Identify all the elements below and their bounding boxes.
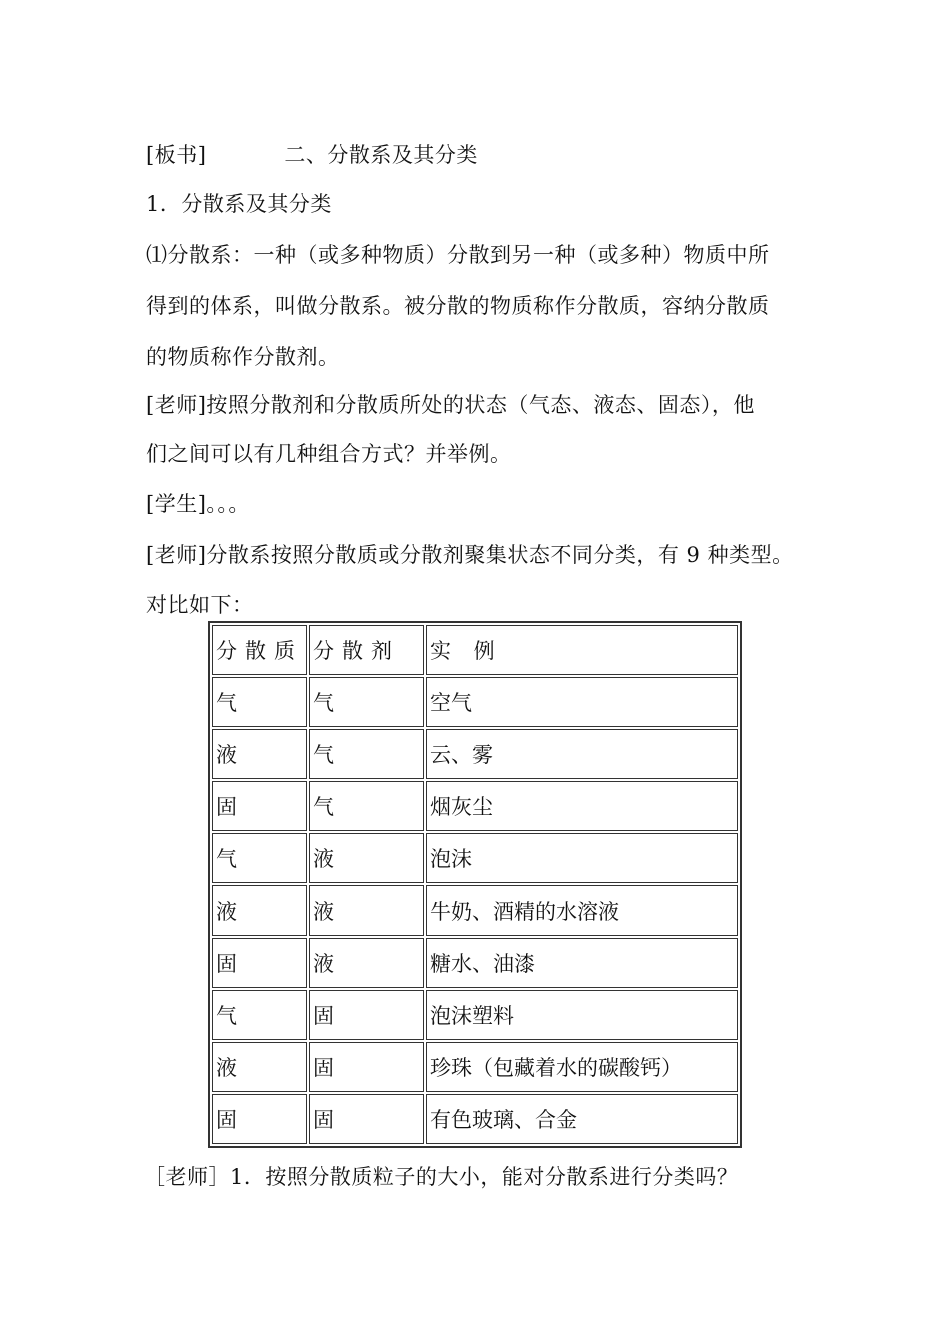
cell-dispersion-medium: 气: [309, 781, 424, 831]
cell-dispersed-phase: 气: [212, 833, 307, 883]
cell-example: 牛奶、酒精的水溶液: [426, 885, 738, 935]
table-row: [212, 1042, 738, 1092]
table-row: [212, 1094, 738, 1144]
cell-dispersed-phase: 气: [212, 990, 307, 1040]
cell-dispersed-phase: 液: [212, 729, 307, 779]
cell-dispersion-medium: 气: [309, 729, 424, 779]
teacher-question-1-line-1: [老师]按照分散剂和分散质所处的状态（气态、液态、固态），他: [146, 393, 755, 417]
cell-example: 糖水、油漆: [426, 938, 738, 988]
cell-example: 珍珠（包藏着水的碳酸钙）: [426, 1042, 738, 1092]
table-row: [212, 885, 738, 935]
cell-example: 云、雾: [426, 729, 738, 779]
table-row: [212, 833, 738, 883]
table-row: [212, 729, 738, 779]
cell-dispersion-medium: 固: [309, 1042, 424, 1092]
blackboard-tag: [板书]: [146, 143, 207, 167]
table-row: [212, 938, 738, 988]
table-row: [212, 677, 738, 727]
definition-line-1: ⑴分散系：一种（或多种物质）分散到另一种（或多种）物质中所: [146, 243, 770, 267]
blackboard-heading: [146, 141, 478, 169]
teacher-question-1-line-2: 们之间可以有几种组合方式？并举例。: [146, 442, 512, 466]
cell-dispersion-medium: 固: [309, 990, 424, 1040]
definition-line-3: 的物质称作分散剂。: [146, 345, 340, 369]
table-header-row: [212, 625, 738, 675]
cell-example: 烟灰尘: [426, 781, 738, 831]
table-row: [212, 781, 738, 831]
cell-dispersion-medium: 液: [309, 885, 424, 935]
section-title: 二、分散系及其分类: [284, 143, 478, 167]
table-row: [212, 990, 738, 1040]
header-dispersion-medium: 分散剂: [309, 625, 424, 675]
cell-dispersed-phase: 液: [212, 1042, 307, 1092]
header-dispersed-phase: 分散质: [212, 625, 307, 675]
cell-dispersion-medium: 液: [309, 833, 424, 883]
header-example: 实 例: [426, 625, 738, 675]
cell-dispersion-medium: 气: [309, 677, 424, 727]
cell-example: 泡沫: [426, 833, 738, 883]
cell-example: 泡沫塑料: [426, 990, 738, 1040]
cell-dispersion-medium: 液: [309, 938, 424, 988]
subsection-title: 1．分散系及其分类: [146, 192, 332, 216]
teacher-question-2-line-2: 对比如下：: [146, 593, 254, 617]
cell-dispersed-phase: 气: [212, 677, 307, 727]
teacher-question-2-line-1: [老师]分散系按照分散质或分散剂聚集状态不同分类，有 9 种类型。: [146, 543, 794, 567]
cell-dispersion-medium: 固: [309, 1094, 424, 1144]
teacher-question-3: ［老师］1．按照分散质粒子的大小，能对分散系进行分类吗？: [144, 1165, 739, 1189]
cell-dispersed-phase: 液: [212, 885, 307, 935]
cell-example: 空气: [426, 677, 738, 727]
cell-dispersed-phase: 固: [212, 781, 307, 831]
definition-line-2: 得到的体系，叫做分散系。被分散的物质称作分散质，容纳分散质: [146, 294, 770, 318]
cell-example: 有色玻璃、合金: [426, 1094, 738, 1144]
cell-dispersed-phase: 固: [212, 1094, 307, 1144]
student-response: [学生]。。。: [146, 492, 250, 516]
dispersion-types-table: [208, 621, 742, 1148]
cell-dispersed-phase: 固: [212, 938, 307, 988]
